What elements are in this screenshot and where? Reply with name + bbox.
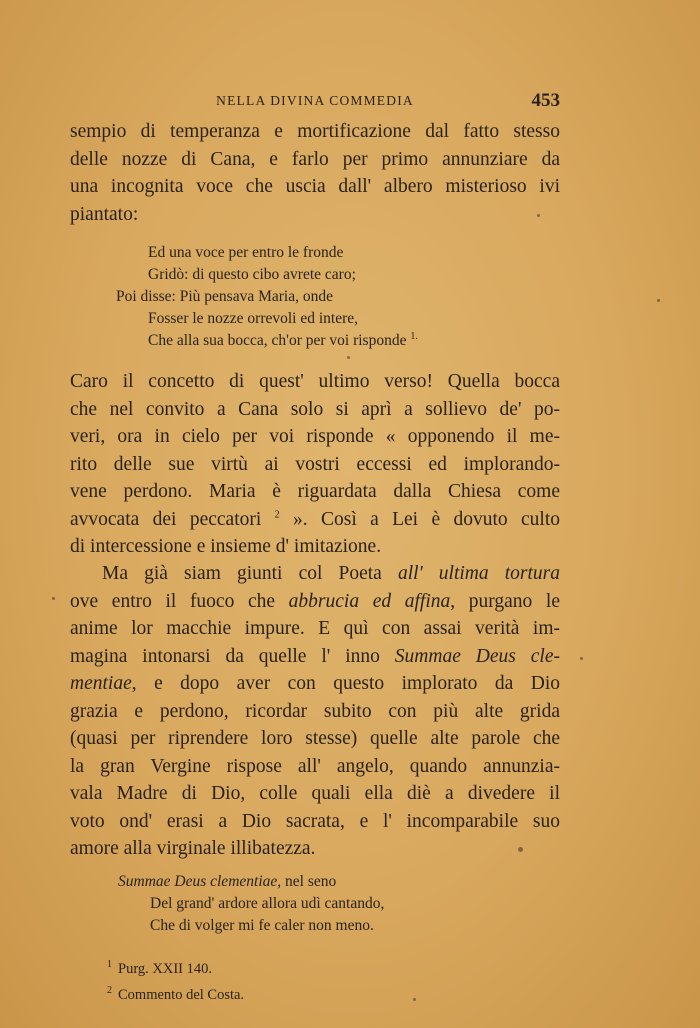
text-line: una incognita voce che uscia dall' albero misterioso ivi: [70, 176, 560, 197]
text-line: [70, 643, 560, 671]
text-line: delle nozze di Cana, e farlo per primo annunziare da: [70, 148, 560, 170]
italic-phrase: Summae Deus clementiae,: [118, 873, 282, 890]
text-line: grazia e perdono, ricordar subito con più alte grida: [70, 700, 560, 722]
paper-speck: [580, 657, 583, 660]
paragraph-3: [70, 560, 560, 863]
text-line: (quasi per riprendere loro stesse) quelle alte parole che: [70, 728, 560, 749]
verse-line: Poi disse: Più pensava Maria, onde: [116, 288, 333, 305]
text-line: veri, ora in cielo per voi risponde « opponendo il me-: [70, 426, 560, 447]
text-line: voto ond' erasi a Dio sacrata, e l' incomparabile suo: [70, 810, 560, 832]
text-line: di intercessione e insieme d' imitazione.: [70, 536, 382, 557]
paper-speck: [347, 356, 350, 359]
text-line: amore alla virginale illibatezza.: [70, 838, 316, 859]
page-number: 453: [531, 90, 560, 111]
italic-phrase: mentiae: [70, 673, 132, 694]
verse-line: [148, 330, 418, 352]
text-segment: , e dopo aver con questo implorato da Dio: [131, 673, 560, 694]
text-segment: Ma già siam giunti col Poeta: [102, 563, 382, 584]
footnote-mark: 2: [107, 984, 112, 996]
italic-phrase: all' ultima tortura: [397, 563, 561, 584]
text-segment: magina intonarsi da quelle l' inno: [70, 645, 380, 667]
text-line: rito delle sue virtù ai vostri eccessi ed implorando-: [70, 453, 560, 475]
running-head: [70, 90, 560, 114]
footnotes: [107, 954, 244, 1006]
text-line: Caro il concetto di quest' ultimo verso! Quella bocca: [70, 371, 560, 392]
verse-line-text: Che alla sua bocca, ch'or per voi risponde: [148, 332, 407, 349]
paper-speck: [52, 597, 55, 600]
text-line: vene perdono. Maria è riguardata dalla Chiesa come: [70, 481, 560, 502]
text-line: anime lor macchie impure. E quì con assai verità im-: [70, 618, 560, 639]
text-line: sempio di temperanza e mortificazione dal fatto stesso: [70, 121, 560, 142]
text-line: [70, 670, 560, 698]
verse-line: Fosser le nozze orrevoli ed intere,: [148, 310, 359, 327]
running-title: NELLA DIVINA COMMEDIA: [216, 93, 414, 108]
paper-speck: [537, 214, 540, 217]
paper-speck: [657, 299, 660, 302]
footnote-ref-1: 1.: [410, 330, 418, 342]
verse-line: [118, 871, 384, 893]
verse-line: Che di volger mi fe caler non meno.: [150, 917, 374, 934]
text-segment: ». Così a Lei è dovuto culto: [293, 508, 560, 530]
text-segment: avvocata dei peccatori: [70, 508, 262, 530]
text-line: [70, 560, 560, 588]
verse-line: Ed una voce per entro le fronde: [148, 244, 344, 261]
footnote-1: [107, 954, 244, 980]
text-segment: , purgano le: [450, 590, 561, 612]
italic-phrase: Summae Deus cle-: [394, 645, 560, 667]
footnote-text: Purg. XXII 140.: [118, 960, 212, 977]
text-line: piantato:: [70, 203, 139, 225]
verse-line: Del grand' ardore allora udì cantando,: [150, 895, 385, 912]
verse-quote-2: [118, 871, 384, 937]
paper-speck: [518, 847, 523, 852]
footnote-text: Commento del Costa.: [118, 986, 245, 1003]
text-line: che nel convito a Cana solo si aprì a sollievo de' po-: [70, 398, 560, 420]
paragraph-2: [70, 368, 560, 561]
text-line: [70, 588, 560, 616]
verse-quote-1: [116, 242, 418, 352]
verse-line: Gridò: di questo cibo avrete caro;: [148, 266, 356, 283]
italic-phrase: abbrucia ed affina: [288, 590, 451, 612]
text-line: [70, 506, 560, 534]
text-segment: nel seno: [285, 873, 337, 890]
text-line: vala Madre di Dio, colle quali ella diè a divedere il: [70, 783, 560, 804]
paper-speck: [413, 998, 416, 1001]
footnote-ref-2: 2: [274, 509, 280, 520]
paragraph-1: [70, 118, 560, 228]
footnote-mark: 1: [107, 959, 112, 970]
text-segment: ove entro il fuoco che: [70, 590, 276, 612]
footnote-2: [107, 980, 244, 1006]
text-line: la gran Vergine rispose all' angelo, quando annunzia-: [70, 755, 560, 777]
